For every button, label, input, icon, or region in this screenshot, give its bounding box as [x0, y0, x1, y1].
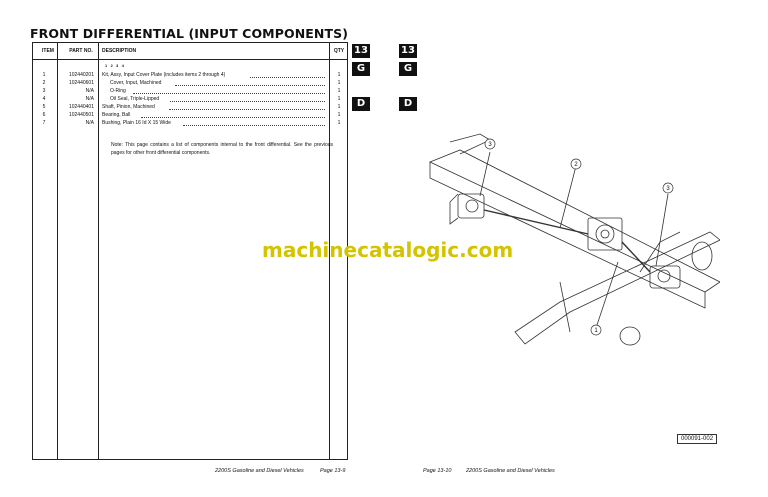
row-part-no: 102440501 — [68, 112, 94, 118]
row-item: 2 — [42, 80, 46, 86]
row-item: 4 — [42, 96, 46, 102]
footer-right-page: Page 13-10 — [423, 468, 452, 474]
table-row — [33, 72, 347, 80]
frame-bracket — [450, 134, 490, 154]
row-part-no: N/A — [85, 96, 94, 102]
table-note: Note: This page contains a list of components internal to the front differential. See the previous pages for other front differential components. — [111, 142, 333, 156]
row-item: 7 — [42, 120, 46, 126]
table-row — [33, 80, 347, 88]
differential-housing — [588, 218, 622, 250]
drive-shaft — [622, 242, 650, 272]
row-item: 3 — [42, 88, 46, 94]
row-part-no: 102440601 — [68, 80, 94, 86]
callout-label: 2 — [574, 162, 578, 168]
item-superscripts: 1 2 3 4 — [105, 64, 126, 68]
table-row — [33, 104, 347, 112]
leader-dots — [175, 85, 325, 86]
row-item: 6 — [42, 112, 46, 118]
table-row — [33, 88, 347, 96]
row-item: 5 — [42, 104, 46, 110]
frame-member — [560, 282, 570, 332]
row-description: Shaft, Pinion, Machined — [102, 104, 155, 110]
section-tab-13[interactable]: 13 — [352, 44, 370, 58]
leader-dots — [183, 125, 325, 126]
leader-dots — [250, 77, 325, 78]
table-row — [33, 120, 347, 128]
right-axle-housing — [650, 266, 680, 288]
header-qty: QTY — [333, 48, 345, 54]
leader-dots — [133, 93, 325, 94]
left-input-flange — [466, 200, 478, 212]
leader-line — [596, 262, 618, 328]
row-qty: 1 — [337, 104, 341, 110]
row-qty: 1 — [337, 120, 341, 126]
section-tab-g[interactable]: G — [399, 62, 417, 76]
right-wheel-hub — [692, 242, 712, 270]
frame-rail — [515, 232, 720, 344]
table-header — [33, 43, 347, 60]
section-tab-d[interactable]: D — [399, 97, 417, 111]
row-item: 1 — [42, 72, 46, 78]
row-description: Kit, Assy, Input Cover Plate (includes items 2 through 4) — [102, 72, 226, 78]
watermark: machinecatalogic.com — [262, 238, 514, 262]
leader-line — [560, 166, 576, 228]
section-tab-d[interactable]: D — [352, 97, 370, 111]
section-tab-g[interactable]: G — [352, 62, 370, 76]
header-description: DESCRIPTION — [102, 48, 137, 54]
differential-cover — [596, 225, 614, 243]
row-part-no: 102440201 — [68, 72, 94, 78]
row-description: Bearing, Ball — [102, 112, 131, 118]
header-item: ITEM — [42, 48, 54, 54]
callout-label: 1 — [594, 328, 598, 334]
leader-line — [656, 194, 668, 266]
table-row — [33, 96, 347, 104]
row-part-no: 102440401 — [68, 104, 94, 110]
frame-rail — [430, 162, 705, 308]
leader-dots — [170, 101, 325, 102]
lower-bushing — [620, 327, 640, 345]
drive-shaft — [484, 210, 588, 234]
page-title: FRONT DIFFERENTIAL (INPUT COMPONENTS) — [30, 26, 349, 41]
leader-dots — [169, 109, 325, 110]
row-qty: 1 — [337, 88, 341, 94]
row-part-no: N/A — [85, 120, 94, 126]
row-description: Bushing, Plain 16 Id X 15 Wide — [102, 120, 171, 126]
callout-label: 3 — [666, 186, 670, 192]
right-input-flange — [658, 270, 670, 282]
row-description: Cover, Input, Machined — [110, 80, 162, 86]
row-description: Oil Seal, Triple-Lipped — [110, 96, 160, 102]
header-part-no: PART NO. — [69, 48, 93, 54]
differential-hub — [601, 230, 609, 238]
row-part-no: N/A — [85, 88, 94, 94]
row-qty: 1 — [337, 112, 341, 118]
footer-left-page: Page 13-9 — [320, 468, 346, 474]
row-description: O-Ring — [110, 88, 126, 94]
row-qty: 1 — [337, 72, 341, 78]
callout-label: 3 — [488, 142, 492, 148]
table-row — [33, 112, 347, 120]
row-qty: 1 — [337, 96, 341, 102]
figure-code: 000091-002 — [677, 434, 717, 444]
footer-left-title: 2200S Gasoline and Diesel Vehicles — [215, 468, 304, 474]
row-qty: 1 — [337, 80, 341, 86]
leader-dots — [141, 117, 325, 118]
section-tab-13[interactable]: 13 — [399, 44, 417, 58]
left-housing-side — [450, 194, 458, 224]
footer-right-title: 2200S Gasoline and Diesel Vehicles — [466, 468, 555, 474]
